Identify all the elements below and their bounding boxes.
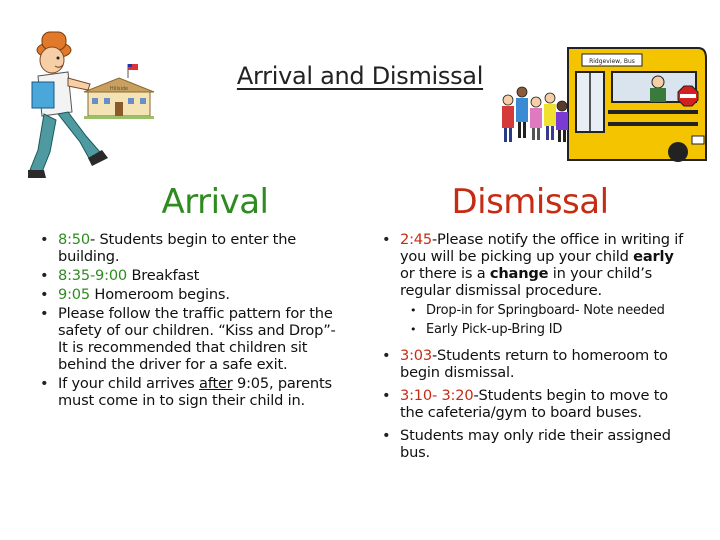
bullet-icon: • (382, 387, 391, 404)
list-item (38, 375, 338, 409)
list-item (38, 267, 338, 284)
boy-walking-to-school-clipart (28, 20, 198, 180)
sub-list-item (380, 322, 690, 337)
bullet-icon: • (40, 231, 49, 248)
dismissal-time: 3:03 (400, 347, 432, 364)
list-item (380, 427, 690, 461)
arrival-list (38, 231, 338, 411)
sub-item-text: Drop-in for Springboard- Note needed (426, 303, 665, 318)
arrival-heading: Arrival (161, 182, 269, 222)
dismissal-list (380, 231, 690, 463)
bullet-icon: • (382, 231, 391, 248)
arrival-time: 8:50 (58, 231, 90, 248)
bullet-icon: • (40, 286, 49, 303)
bullet-icon: • (382, 427, 391, 444)
sub-item-text: Early Pick-up-Bring ID (426, 322, 563, 337)
bullet-icon: • (40, 305, 49, 322)
bus-sign: Ridgeview, Bus (589, 58, 635, 65)
stop-sign-icon (678, 86, 698, 106)
dismissal-item-text: -Students begin to move to the cafeteria/gym to board buses. (400, 387, 668, 421)
school-sign: Hillside (109, 86, 129, 92)
arrival-time: 8:35-9:00 (58, 267, 128, 284)
arrival-item-text: - Students begin to enter the building. (58, 231, 297, 265)
arrival-item-text: If your child arrives (58, 375, 200, 392)
dismissal-time: 2:45 (400, 231, 432, 248)
dismissal-item-text: -Please notify the office in writing if you will be picking up your child (400, 231, 684, 265)
list-item (38, 231, 338, 265)
list-item (38, 286, 338, 303)
arrival-item-text: Breakfast (127, 267, 200, 284)
bullet-icon: • (410, 304, 417, 317)
bullet-icon: • (40, 375, 49, 392)
emphasis-early: early (633, 248, 674, 265)
bullet-icon: • (410, 323, 417, 336)
arrival-item-text: Homeroom begins. (89, 286, 230, 303)
arrival-item-text: 9:05, parents must come in to sign their child in. (58, 375, 332, 409)
page-title: Arrival and Dismissal (236, 62, 484, 90)
list-item (38, 305, 338, 373)
dismissal-heading: Dismissal (451, 182, 609, 222)
school-bus-clipart (498, 40, 708, 170)
bullet-icon: • (382, 347, 391, 364)
list-item (380, 347, 690, 381)
emphasis-change: change (489, 265, 549, 282)
list-item (380, 231, 690, 299)
arrival-time: 9:05 (58, 286, 90, 303)
arrival-item-text: Please follow the traffic pattern for the safety of our children. “Kiss and Drop”- It is recommended that children sit behind the driver for a safe exit. (58, 305, 336, 373)
dismissal-item-text: or there is a (400, 265, 490, 282)
dismissal-time: 3:10- 3:20 (400, 387, 474, 404)
emphasis-after: after (199, 375, 233, 392)
school-building-icon (84, 64, 154, 119)
dismissal-item-text: Students may only ride their assigned bus. (400, 427, 671, 461)
dismissal-item-text: -Students return to homeroom to begin dismissal. (400, 347, 668, 381)
children-group-icon (502, 87, 568, 142)
list-item (380, 387, 690, 421)
dismissal-item-text: in your child’s regular dismissal procedure. (400, 265, 653, 299)
bullet-icon: • (40, 267, 49, 284)
sub-list-item (380, 303, 690, 318)
